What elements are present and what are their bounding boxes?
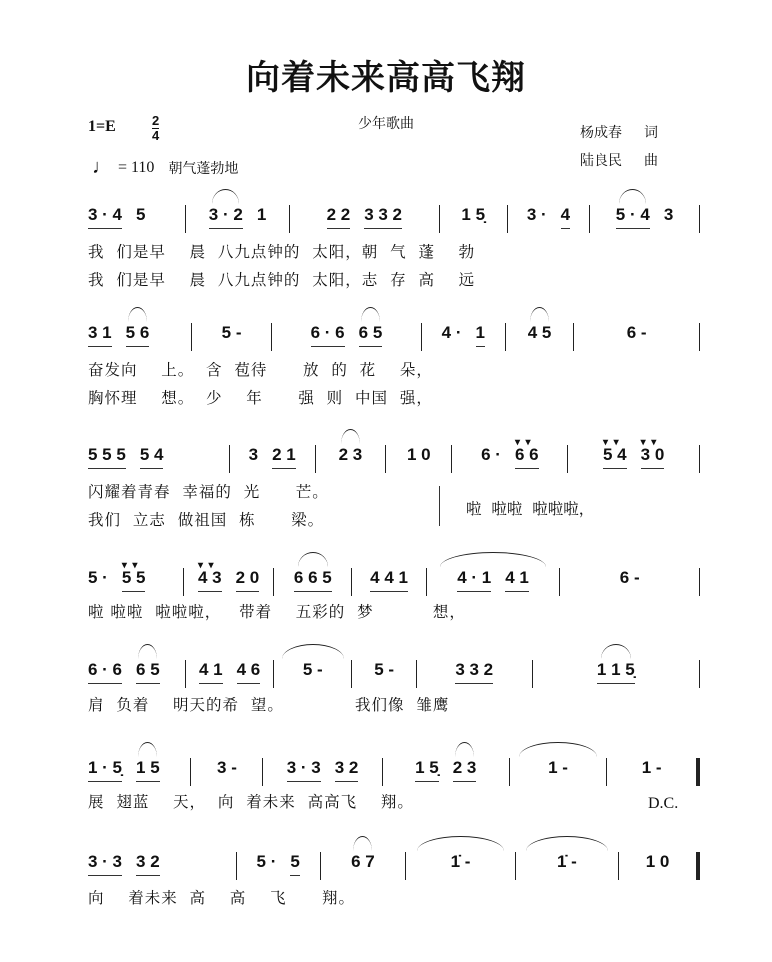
measure	[386, 445, 452, 473]
note-text: 1 5	[136, 758, 160, 777]
note-text: 2 3	[338, 445, 363, 464]
note-group	[249, 445, 258, 468]
staff-row	[88, 758, 700, 788]
note-group	[359, 323, 383, 347]
tempo-value: = 110	[118, 158, 155, 176]
note-text: 4 5	[527, 323, 552, 342]
note-group	[209, 205, 243, 229]
slur-mark	[530, 307, 549, 322]
note-text: 6 5	[358, 323, 383, 342]
note-text: 6 7	[351, 852, 375, 871]
note-group	[597, 660, 635, 684]
da-capo-marking: D.C.	[648, 795, 679, 812]
note-text: 2 0	[235, 568, 260, 587]
composer-credit	[580, 150, 658, 170]
composer-name: 陆良民	[580, 153, 622, 169]
note-group	[237, 660, 261, 684]
note-text: 6 -	[619, 568, 640, 587]
measure	[290, 205, 440, 233]
measure	[192, 323, 272, 351]
lyric-line: 我们 立志 做祖国 栋 梁。	[88, 511, 325, 529]
slur-mark	[128, 307, 147, 322]
song-genre: 少年歌曲	[358, 116, 414, 132]
measure	[186, 205, 290, 233]
note-text: 2 3	[452, 758, 477, 777]
key-signature: 1=E	[88, 118, 116, 135]
note-text: 6 · 6	[310, 323, 345, 342]
staff-row	[88, 660, 700, 690]
lyric-line: 奋发向 上。 含 苞待 放 的 花 朵，	[88, 361, 433, 379]
time-signature	[152, 114, 159, 143]
slur-mark	[526, 836, 608, 851]
note-text: 5 5 5	[88, 445, 126, 464]
note-text: 3 2	[334, 758, 359, 777]
staff-row	[88, 852, 700, 882]
measure	[352, 660, 416, 688]
slur-mark	[440, 552, 546, 567]
measure	[508, 205, 590, 233]
tempo-marking	[92, 156, 238, 179]
note-group	[603, 445, 627, 469]
note-text: 6 -	[626, 323, 647, 342]
note-text: 3 -	[217, 758, 237, 777]
note-text: 5 ·	[256, 852, 277, 871]
measure	[516, 852, 619, 880]
measure	[560, 568, 700, 596]
note-text: 4 1	[198, 660, 223, 679]
note-group	[455, 660, 493, 684]
note-text: 3 2	[136, 852, 160, 871]
measure	[263, 758, 382, 786]
note-group	[122, 568, 146, 592]
slur-mark	[353, 836, 372, 851]
note-text: 3 0	[640, 445, 665, 464]
note-group	[327, 205, 351, 229]
note-group	[515, 445, 539, 469]
shared-lyric: 啦 啦啦 啦啦啦，	[466, 500, 595, 518]
note-group	[457, 568, 491, 592]
note-text: 4	[560, 205, 571, 224]
note-group	[548, 758, 568, 781]
lyricist-role: 词	[644, 125, 658, 141]
measure	[440, 205, 508, 233]
note-group	[136, 660, 160, 684]
note-group	[561, 205, 570, 229]
note-text: 5 6	[125, 323, 150, 342]
measure	[590, 205, 700, 233]
note-text: 3 · 3	[286, 758, 321, 777]
note-text: 5 -	[374, 660, 395, 679]
note-group	[88, 660, 122, 684]
note-group	[88, 323, 112, 347]
note-group	[198, 568, 222, 592]
measure	[321, 852, 407, 880]
staff-row	[88, 445, 700, 475]
measure	[191, 758, 263, 786]
note-text: 1 5̣	[415, 758, 439, 777]
note-group	[627, 323, 647, 346]
note-text: 1 -	[641, 758, 662, 777]
slur-mark	[138, 742, 157, 757]
note-text: 5 4	[603, 445, 627, 464]
verse-bracket	[433, 486, 440, 526]
slur-mark	[619, 189, 646, 204]
note-text: 3 3 2	[364, 205, 403, 224]
note-group	[287, 758, 321, 782]
note-text: 3 1	[88, 323, 112, 342]
measure	[383, 758, 510, 786]
note-group	[664, 205, 673, 228]
note-group	[642, 758, 662, 781]
note-text: 4 3	[197, 568, 222, 587]
note-text: 3 3 2	[455, 660, 494, 679]
measure	[237, 852, 321, 880]
note-group	[290, 852, 299, 876]
note-text: 5 ·	[88, 568, 108, 587]
slur-mark	[361, 307, 380, 322]
measure	[506, 323, 574, 351]
note-group	[370, 568, 408, 592]
measure	[352, 568, 426, 596]
note-group	[140, 445, 164, 469]
song-title: 向着未来高高飞翔	[246, 58, 526, 98]
note-group	[311, 323, 345, 347]
note-group	[407, 445, 431, 468]
slur-mark	[455, 742, 474, 757]
measure	[316, 445, 386, 473]
measure	[574, 323, 700, 351]
measure	[274, 568, 352, 596]
note-text: 1	[256, 205, 267, 224]
note-group	[616, 205, 650, 229]
note-text: 4 · 1	[457, 568, 492, 587]
note-group	[527, 205, 547, 228]
note-text: 1̇ -	[450, 852, 471, 871]
measure	[88, 852, 237, 880]
note-text: 3	[248, 445, 259, 464]
slur-mark	[282, 644, 344, 659]
note-group	[257, 205, 266, 228]
slur-mark	[298, 552, 328, 567]
note-text: 3 · 3	[88, 852, 123, 871]
note-group	[335, 758, 359, 782]
lyric-line: 肩 负着 明天的希 望。 我们像 雏鹰	[88, 696, 450, 714]
note-group	[217, 758, 237, 781]
note-text: 1 · 5̣	[88, 758, 123, 777]
lyric-line: 闪耀着青春 幸福的 光 芒。	[88, 483, 329, 501]
note-text: 2 1	[272, 445, 296, 464]
note-group	[453, 758, 477, 782]
note-text: 5	[290, 852, 300, 871]
time-signature-top: 2	[152, 113, 160, 128]
measure	[88, 758, 191, 786]
note-group	[126, 323, 150, 347]
note-group	[442, 323, 462, 346]
note-group	[451, 852, 471, 875]
lyric-line: 我 们是早 晨 八九点钟的 太阳，朝 气 蓬 勃	[88, 243, 476, 261]
note-group	[364, 205, 402, 229]
note-text: 1 1 5̣	[596, 660, 635, 679]
note-group	[557, 852, 577, 875]
staff-row	[88, 568, 700, 598]
note-group	[620, 568, 640, 591]
note-group	[88, 205, 122, 229]
note-text: 4 1	[505, 568, 529, 587]
note-text: 4 4 1	[370, 568, 408, 587]
measure	[510, 758, 608, 786]
lyric-line: 向 着未来 高 高 飞 翔。	[88, 889, 356, 907]
lyric-line: 我 们是早 晨 八九点钟的 太阳，志 存 高 远	[88, 271, 476, 289]
note-group	[415, 758, 439, 782]
note-group	[88, 445, 126, 469]
note-text: 4 ·	[441, 323, 462, 342]
measure	[619, 852, 700, 880]
note-text: 5 -	[302, 660, 323, 679]
lyric-line: 胸怀理 想。 少 年 强 则 中国 强，	[88, 389, 433, 407]
measure	[417, 660, 533, 688]
measure	[184, 568, 274, 596]
note-text: 1	[475, 323, 485, 342]
note-group	[222, 323, 242, 346]
note-group	[88, 758, 122, 782]
note-group	[646, 852, 670, 875]
note-text: 3 · 2	[208, 205, 243, 224]
note-group	[199, 660, 223, 684]
note-group	[339, 445, 363, 468]
note-text: 3 · 4	[88, 205, 123, 224]
note-group	[136, 758, 160, 782]
note-text: 1 -	[548, 758, 568, 777]
note-group	[351, 852, 375, 875]
lyricist-credit	[580, 122, 658, 142]
composer-role: 曲	[644, 153, 658, 169]
measure	[427, 568, 561, 596]
slur-mark	[138, 644, 157, 659]
note-group	[236, 568, 260, 592]
note-group	[476, 323, 485, 347]
note-group	[257, 852, 277, 875]
note-text: 3 ·	[526, 205, 547, 224]
slur-mark	[417, 836, 504, 851]
note-text: 3	[663, 205, 674, 224]
quarter-note-icon: ♩	[92, 156, 112, 178]
note-text: 5 5	[121, 568, 146, 587]
note-group	[461, 205, 485, 228]
tempo-mood: 朝气蓬勃地	[168, 160, 239, 177]
staff-row	[88, 323, 700, 353]
note-text: 1 0	[645, 852, 670, 871]
note-text: 1 0	[406, 445, 431, 464]
note-text: 4 6	[236, 660, 261, 679]
note-group	[272, 445, 296, 469]
note-text: 5 4	[139, 445, 164, 464]
note-group	[641, 445, 665, 469]
note-text: 6 6	[514, 445, 539, 464]
note-group	[294, 568, 332, 592]
measure	[88, 660, 186, 688]
note-group	[88, 568, 108, 591]
note-text: 5 · 4	[615, 205, 650, 224]
measure	[88, 205, 186, 233]
note-text: 5 -	[221, 323, 242, 342]
note-group	[505, 568, 529, 592]
note-text: 2 2	[326, 205, 351, 224]
note-group	[481, 445, 501, 468]
staff-row	[88, 205, 700, 235]
note-group	[374, 660, 394, 683]
measure	[186, 660, 274, 688]
time-signature-bottom: 4	[152, 128, 160, 143]
lyricist-name: 杨成春	[580, 125, 622, 141]
note-text: 6 · 6	[88, 660, 123, 679]
slur-mark	[212, 189, 239, 204]
note-text: 1̇ -	[556, 852, 577, 871]
note-group	[528, 323, 552, 346]
measure	[88, 568, 184, 596]
measure	[272, 323, 422, 351]
measure	[230, 445, 316, 473]
slur-mark	[601, 644, 631, 659]
note-text: 6 ·	[481, 445, 501, 464]
note-text: 6 5	[136, 660, 160, 679]
measure	[88, 323, 192, 351]
note-text: 5	[136, 205, 146, 224]
measure	[607, 758, 700, 786]
note-text: 6 6 5	[293, 568, 332, 587]
note-group	[136, 205, 145, 228]
slur-mark	[341, 429, 360, 444]
note-text: 1 5̣	[461, 205, 486, 224]
measure	[422, 323, 506, 351]
measure	[274, 660, 352, 688]
note-group	[303, 660, 323, 683]
note-group	[88, 852, 122, 876]
slur-mark	[519, 742, 596, 757]
measure	[452, 445, 568, 473]
measure	[88, 445, 230, 473]
measure	[533, 660, 700, 688]
measure	[406, 852, 515, 880]
lyric-line: 展 翅蓝 天， 向 着未来 高高飞 翔。	[88, 793, 414, 811]
lyric-line: 啦 啦啦 啦啦啦， 带着 五彩的 梦 想，	[88, 603, 466, 621]
measure	[568, 445, 700, 473]
note-group	[136, 852, 160, 876]
